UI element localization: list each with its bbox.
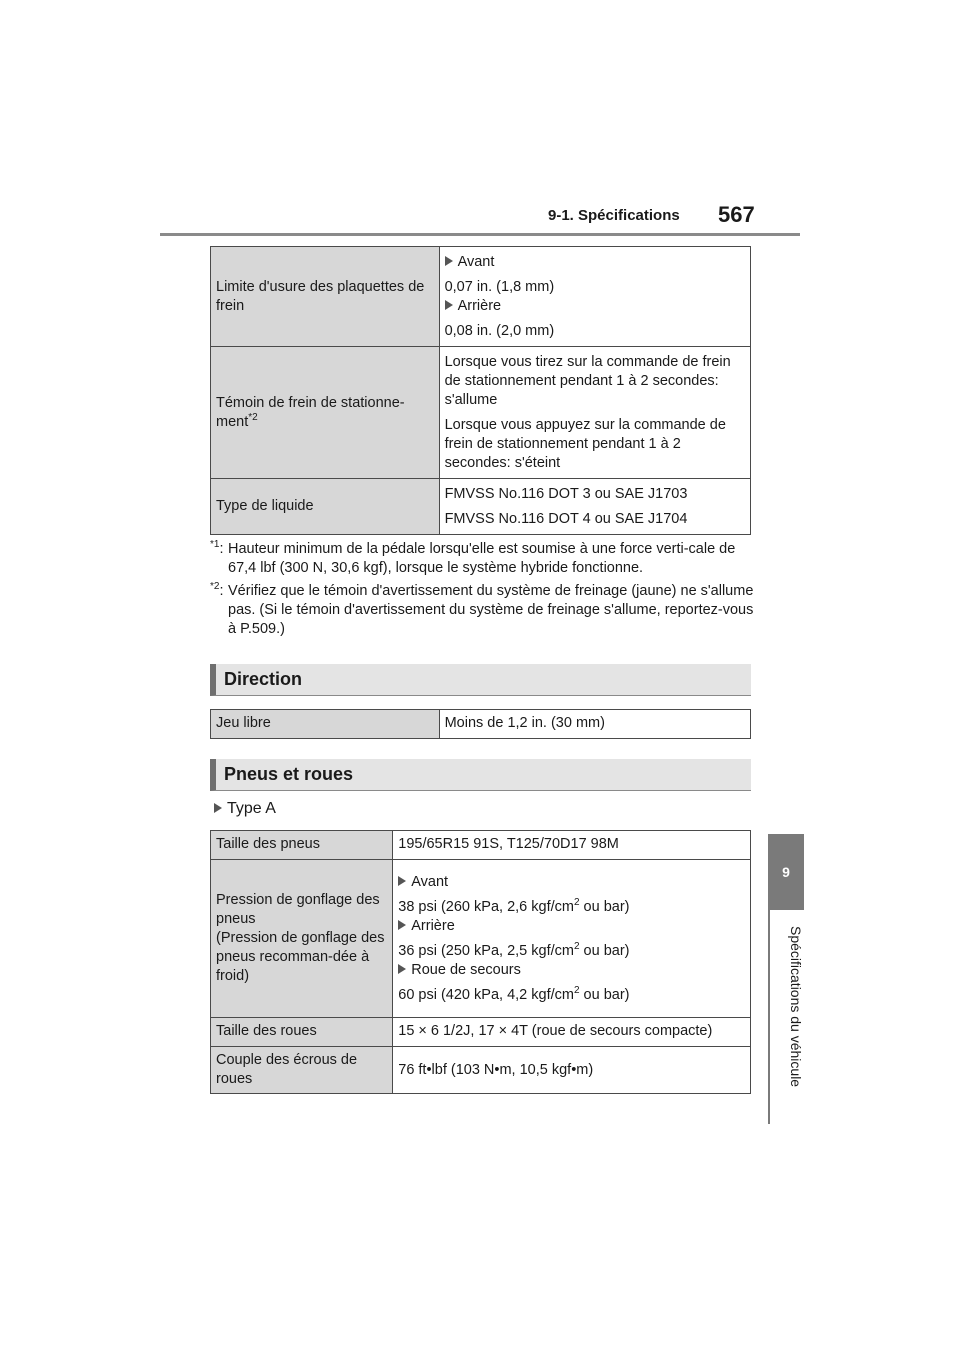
pressure-label-line: Pression de gonflage des pneus (216, 892, 380, 927)
fluid-type-label: Type de liquide (211, 479, 440, 535)
footnote-mark: *2 (210, 581, 220, 593)
pressure-label-line: (Pression de gonflage des pneus recomman-dée à froid) (216, 930, 385, 984)
parking-brake-off: Lorsque vous appuyez sur la commande de frein de stationnement pendant 1 à 2 secondes: s'éteint (444, 416, 726, 471)
wheel-size-value: 15 × 6 1/2J, 17 × 4T (roue de secours compacte) (393, 1018, 751, 1047)
table-row (211, 247, 751, 347)
brake-spec-table (210, 246, 751, 535)
spare-pressure-tail: ou bar) (579, 986, 630, 1003)
lug-nut-torque-value: 76 ft•lbf (103 N•m, 10,5 kgf•m) (393, 1047, 751, 1094)
tire-pressure-values (393, 860, 751, 1018)
spare-label: Roue de secours (411, 961, 521, 978)
parking-brake-values (439, 347, 750, 479)
footnote: $^{*1}$: Hauteur minimum de la pédale lorsqu'elle est soumise à une force verti-cale de 67,4 lbf (300 N, 30,6 kgf), lorsque le système hybride fonctionne. (210, 540, 755, 578)
triangle-bullet-icon (445, 256, 453, 266)
footnote: $^{*2}$: Vérifiez que le témoin d'avertissement du système de freinage (jaune) ne s'allume pas. (Si le témoin d'avertissement du système de freinage s'allume, reportez-vous à P.509.) (210, 581, 754, 637)
footnotes (210, 540, 755, 643)
tires-heading: Pneus et roues (210, 759, 751, 791)
free-play-value: Moins de 1,2 in. (30 mm) (439, 710, 750, 739)
type-a-label (214, 800, 276, 818)
table-row (211, 347, 751, 479)
table-row (211, 831, 751, 860)
chapter-number: 9 (768, 834, 804, 910)
rear-pressure-text: 36 psi (250 kPa, 2,5 kgf/cm (398, 942, 574, 959)
rear-label: Arrière (457, 297, 502, 314)
table-row (211, 710, 751, 739)
tire-pressure-label (211, 860, 393, 1018)
chapter-title: Spécifications du véhicule (788, 926, 804, 1088)
fluid-type-values (439, 479, 750, 535)
front-value: 0,07 in. (1,8 mm) (444, 278, 555, 295)
direction-table (210, 709, 751, 739)
front-label: Avant (411, 873, 449, 890)
tires-table (210, 830, 751, 1094)
table-row (211, 479, 751, 535)
front-pressure (398, 898, 745, 917)
front-label: Avant (457, 253, 495, 270)
rear-label: Arrière (411, 917, 455, 934)
rear-pressure-tail: ou bar) (579, 942, 630, 959)
table-row (211, 860, 751, 1018)
superscript: 2 (573, 984, 580, 996)
section-title: 9-1. Spécifications (548, 207, 680, 224)
superscript: 2 (573, 940, 580, 952)
triangle-bullet-icon (398, 920, 406, 930)
direction-heading: Direction (210, 664, 751, 696)
parking-brake-label (211, 347, 440, 479)
parking-brake-label-text: Témoin de frein de stationne-ment (216, 394, 405, 430)
triangle-bullet-icon (445, 300, 453, 310)
brake-pad-label: Limite d'usure des plaquettes de frein (211, 247, 440, 347)
type-label-text: Type A (227, 800, 276, 817)
lug-nut-torque-label: Couple des écrous de roues (211, 1047, 393, 1094)
wheel-size-label: Taille des roues (211, 1018, 393, 1047)
footnote-ref: *2 (248, 411, 258, 423)
chapter-tab-line (768, 910, 770, 1124)
triangle-bullet-icon (398, 876, 406, 886)
table-row (211, 1047, 751, 1094)
chapter-side-tab (768, 834, 804, 1124)
rear-pressure (398, 942, 745, 961)
footnote-mark: *1 (210, 539, 220, 551)
superscript: 2 (573, 896, 580, 908)
tire-size-label: Taille des pneus (211, 831, 393, 860)
spare-pressure-text: 60 psi (420 kPa, 4,2 kgf/cm (398, 986, 574, 1003)
fluid-type-1: FMVSS No.116 DOT 3 ou SAE J1703 (444, 485, 688, 502)
fluid-type-2: FMVSS No.116 DOT 4 ou SAE J1704 (444, 510, 688, 527)
rear-value: 0,08 in. (2,0 mm) (444, 322, 555, 339)
front-pressure-tail: ou bar) (579, 898, 630, 915)
front-pressure-text: 38 psi (260 kPa, 2,6 kgf/cm (398, 898, 574, 915)
tire-size-value: 195/65R15 91S, T125/70D17 98M (393, 831, 751, 860)
page-number: 567 (718, 202, 755, 227)
spare-pressure (398, 986, 745, 1005)
free-play-label: Jeu libre (211, 710, 440, 739)
triangle-bullet-icon (214, 803, 222, 813)
footnote-text: Vérifiez que le témoin d'avertissement du système de freinage (jaune) ne s'allume pas. (Si le témoin d'avertissement du système de freinage s'allume, reportez-vous à P.509.) (228, 583, 754, 637)
table-row (211, 1018, 751, 1047)
header-rule (160, 233, 800, 236)
triangle-bullet-icon (398, 964, 406, 974)
footnote-text: Hauteur minimum de la pédale lorsqu'elle est soumise à une force verti-cale de 67,4 lbf (300 N, 30,6 kgf), lorsque le système hybride fonctionne. (228, 541, 736, 576)
parking-brake-on: Lorsque vous tirez sur la commande de frein de stationnement pendant 1 à 2 secondes: s'allume (444, 353, 731, 408)
brake-pad-values (439, 247, 750, 347)
